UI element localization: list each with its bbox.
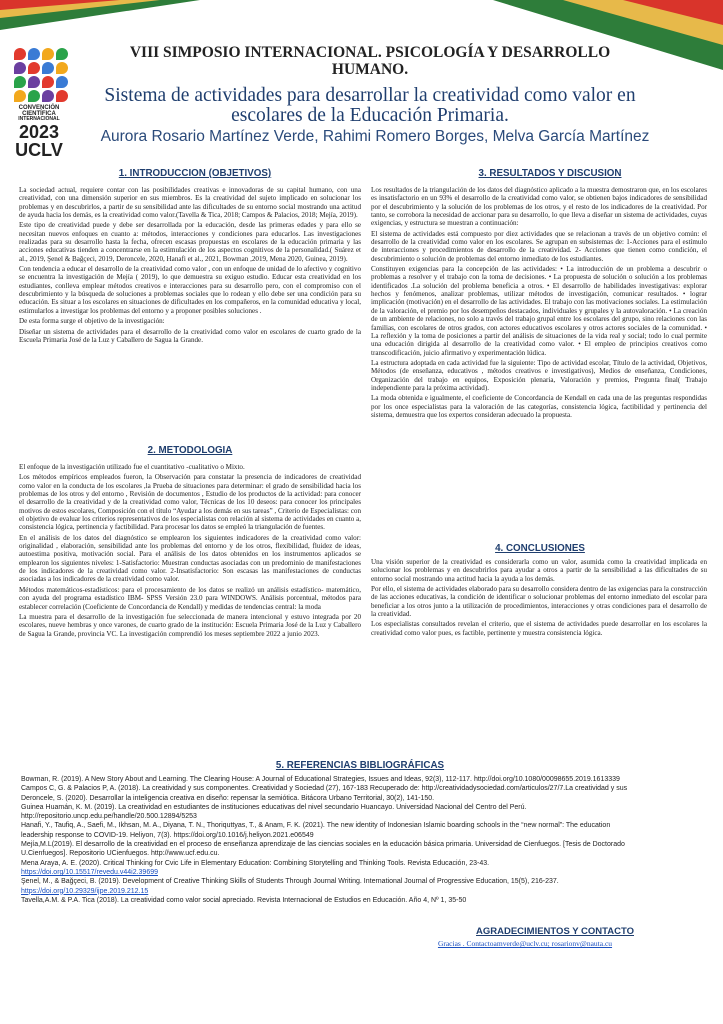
method-paragraph: Los métodos empíricos empleados fueron, la Observación para constatar la presencia de indicadores de creatividad como valor en la conducta de los escolares ,la Prueba de situaciones para determinar: el grado de sensibilidad hacia los problemas de los otros y del entorno , Revisión de documentos , Estudio de los productos de la actividad: para conocer el desarrollo de la creatividad y de la creatividad como valor, Técnicas de los 10 deseos: para conocer los principales motivos de estos escolares, Composición con el título “Ayudar a los demás en sus tareas” , Criterio de Especialistas: con el objetivo de evaluar los criterios representativos de los especialistas con relación al sistema de actividades en cuanto a, consistencia lógica, pertinencia y factibilidad. Para procesar los datos se empleó la triangulación de fuentes. — [19, 473, 361, 532]
logo-year: 2023 — [18, 122, 60, 142]
reference-item: http://repositorio.uncp.edu.pe/handle/20.500.12894/5253 — [21, 813, 197, 821]
section-title-intro: 1. INTRODUCCION (OBJETIVOS) — [118, 168, 272, 179]
intro-paragraph: De esta forma surge el objetivo de la investigación: — [19, 317, 165, 326]
logo-tile — [56, 62, 68, 74]
method-paragraph: En el análisis de los datos del diagnóstico se emplearon los siguientes indicadores de la creatividad como valor: originalidad , elaboración, sensibilidad ante los problemas del entorno y de los otros, flexibilidad, fluidez de ideas, autoestima positiva, motivación social. Para el análisis de los datos obtenidos en los instrumentos aplicados se emplearon los siguientes niveles: 1-Satisfactorio: Muestran conductas asociadas con un predominio de manifestaciones de los indicadores de la creatividad como valor. 2-Insatisfactorio: Son escasas las manifestaciones de conductas asociadas a los indicadores de la creatividad como valor. — [19, 533, 361, 584]
corner-decoration-left — [0, 0, 200, 45]
logo-tile — [56, 90, 68, 102]
reference-item: Mejía,M.L(2019). El desarrollo de la creatividad en el proceso de enseñanza aprendizaje de las ciencias sociales en la educación básica primaria. Universidad de Cienfuegos. [Tesis de Doctorado — [21, 841, 625, 849]
logo-tile — [14, 62, 26, 74]
reference-item: Bowman, R. (2019). A New Story About and Learning. The Clearing House: A Journal of Educational Strategies, Issues and Ideas, 92(3), 112-117. http://doi.org/10.1080/00098655.2019.1613339 — [21, 776, 620, 783]
logo-tile — [42, 62, 54, 74]
logo-tile — [14, 48, 26, 60]
section-method — [19, 463, 361, 640]
logo-tile — [28, 90, 40, 102]
reference-link[interactable]: https://doi.org/10.15517/revedu.v44i2.39699 — [21, 868, 158, 876]
section-title-results: 3. RESULTADOS Y DISCUSION — [478, 168, 622, 179]
section-title-references: 5. REFERENCIAS BIBLIOGRÁFICAS — [275, 760, 445, 771]
results-paragraph: La estructura adoptada en cada actividad fue la siguiente: Tipo de actividad escolar, Título de la actividad, Objetivos, Métodos (de enseñanza, educativos , métodos creativos e investigativos), Medios de enseñanza, Condiciones, Organización del trabajo en equipos, Exposición plenaria, Valoración y premios, Pregunta final( Trabajo independiente para la próxima actividad). — [371, 358, 707, 392]
method-paragraph: Métodos matemáticos-estadísticos: para el procesamiento de los datos se realizó un análisis estadístico- matemático, con ayuda del programa estadístico IBM- SPSS Versión 23.0 para WINDOWS. Análisis porcentual, métodos para establecer correlación (Coeficiente de Concordancia de Kendall) y medidas de tendencias central: la moda — [19, 585, 361, 611]
ack-title: AGRADECIMIENTOS Y CONTACTO — [476, 926, 634, 937]
reference-item: Tavella,A.M. & P.A. Tica (2018). La creatividad como valor social apreciado. Revista Internacional de Estudios en Educación. Año 4, Nº 1, 35-50 — [21, 896, 467, 904]
results-paragraph: Los resultados de la triangulación de los datos del diagnóstico aplicado a la muestra demostraron que, en los escolares es insatisfactorio en un 93% el desarrollo de la creatividad como valor, se obtienen bajos indicadores de sensibilidad por el descubrimiento y la solución de los problemas de los otros, y el resto de los indicadores de la creatividad. Por tanto, se corrobora la necesidad de accionar para su desarrollo, lo que lleva a diseñar un sistema de actividades, cuyas exigencias, y estructura se muestran a continuación: — [371, 186, 707, 228]
logo-tile — [42, 90, 54, 102]
poster-authors: Aurora Rosario Martínez Verde, Rahimi Romero Borges, Melva García Martínez — [100, 128, 650, 145]
logo-org: UCLV — [15, 140, 63, 160]
reference-item: Campos C, G. & Palacios P, A. (2018). La creatividad y sus componentes. Creatividad y Sociedad (27), 167-183 Recuperado de: http://creatividadysociedad.com/articulos/27/7.La creatividad y sus — [21, 785, 628, 793]
section-intro — [19, 186, 361, 346]
results-paragraph: El sistema de actividades está compuesto por diez actividades que se relacionan a través de un objetivo común: el desarrollo de la creatividad como valor en los escolares. Se agrupan en subsistemas de: 1-Acciones para el estímulo de interacciones y procedimientos de desarrollo de la creatividad. 2- Acciones que tienen como condición, el descubrimiento o solución de problemas del entorno inmediato de los estudiantes. — [371, 229, 707, 263]
intro-paragraph: La sociedad actual, requiere contar con las posibilidades creativas e innovadoras de su capital humano, con una creatividad, con una dimensión superior en sus miembros. Es la creatividad del sujeto implicado en solucionar los problemas y en descubrirlos, a partir de su sensibilidad ante las dificultades de su entorno social mostrando una actitud de ayuda hacia los demás, es la creatividad como valor.(Tavella & Tica, 2018; Campos & Palacios, 2018; Mejía, 2019). — [19, 186, 361, 220]
logo-tile — [42, 76, 54, 88]
intro-paragraph: Este tipo de creatividad puede y debe ser desarrollada por la educación, desde las primeras edades y para ello se necesitan nuevos enfoques en cuanto a: métodos, interacciones y condiciones para educarlos. Las investigaciones realizadas para su desarrollo hasta la fecha, ofrecen escasas propuestas en escolares de la educación primaria y las acciones educativas tienden a concentrarse en la estimulación de los aspectos cognitivos de la personalidad.( Suárez et al., 2019, Şenel & Bağçeci, 2019, Deroncele, 2020, Hanafi et al., 2021, Bowman ,2019, Mena 2020, Guinea, 2019). — [19, 221, 361, 263]
logo-tile — [56, 76, 68, 88]
reference-item: Şenel, M., & Bağçeci, B. (2019). Development of Creative Thinking Skills of Students Through Journal Writing. International Journal of Progressive Education, 15(5), 216-237. — [21, 878, 559, 886]
intro-paragraph: Diseñar un sistema de actividades para el desarrollo de la creatividad como valor en escolares de cuarto grado de la Escuela Primaria José de la Luz y Caballero de Sagua la Grande. — [19, 327, 361, 344]
method-paragraph: El enfoque de la investigación utilizado fue el cuantitativo -cualitativo o Mixto. — [19, 463, 245, 471]
convention-logo — [8, 48, 70, 159]
conclusions-paragraph: Una visión superior de la creatividad es considerarla como un valor, asumida como la creatividad implicada en solucionar los problemas y en descubrirlos para ayudar a otros a partir de la sensibilidad a las dificultades de su entorno social mostrando una actitud hacia la ayuda a los demás. — [371, 558, 707, 583]
reference-item: U.Cienfuegos]. Repositorio UCienfuegos. http://www.ucf.edu.cu. — [21, 850, 220, 858]
reference-item: Deroncele, S. (2020). Desarrollar la inteligencia creativa en diseño: repensar la semiótica. Bitácora Urbano Territorial, 30(2), 141-150. — [21, 794, 435, 802]
reference-item: Guinea Huamán, K. M. (2019). La creatividad en estudiantes de instituciones educativas del nivel secundario Huancayo. Universidad Nacional del Centro del Perú. — [21, 803, 527, 811]
logo-tile — [28, 48, 40, 60]
section-conclusions — [371, 558, 707, 639]
logo-tile — [14, 90, 26, 102]
method-paragraph: La muestra para el desarrollo de la investigación fue seleccionada de manera intencional y estuvo integrada por 20 escolares, nueve hembras y once varones, de cuarto grado de la institución: Escuela Primaria José de la Luz y Caballero de Sagua la Grande, provincia VC. La investigación comprendió los meses septiembre 2022 a junio 2023. — [19, 612, 361, 638]
logo-tile — [14, 76, 26, 88]
logo-tile — [56, 48, 68, 60]
reference-item: Mena Araya, A. E. (2020). Critical Thinking for Cvic Life in Elementary Education: Combining Storytelling and Thinking Tools. Revista Educación, 23-43. — [21, 859, 490, 867]
results-paragraph: La moda obtenida e igualmente, el coeficiente de Concordancia de Kendall en cada una de las preguntas respondidas por los once especialistas para la valoración de las categorías, consistencia lógica, factibilidad y pertinencia del sistema, demuestra que los expertos consideran adecuado la propuesta. — [371, 394, 707, 419]
logo-mark-icon — [14, 48, 70, 102]
logo-tile — [42, 48, 54, 60]
logo-line-1: CONVENCIÓN — [18, 105, 60, 111]
results-paragraph: Constituyen exigencias para la concepción de las actividades: • La introducción de un problema a descubrir o problemas a resolver y el trabajo con la toma de decisiones. • La propuesta de solución o solución a los problemas identificados .La solución del problema beneficia a otros. • El desarrollo de habilidades investigativas: explorar hechos y fenómenos, analizar problemas, utilizar métodos de investigación, comunicar resultados. • lograr implicación (motivación) en el desarrollo de las actividades. El trabajo con las motivaciones sociales. La estimulación de la valoración, el premio por los desempeños destacados, individuales y grupales y la autovaloración. • La creación de un ambiente de relaciones, no solo a través del trabajo grupal entre los escolares del grupo, sino relaciones con las familias, con escolares de otros grados, con actores educativos escolares y otros actores sociales de la comunidad. • La reflexión y la toma de posiciones a partir del análisis de situaciones de la vida real y social; todo lo cual permite una educación dirigida al desarrollo de la creatividad como valor. • El empleo de principios creativos como transcodificación, juicio afirmativo y experimentación lúdica. — [371, 265, 707, 357]
poster-title: Sistema de actividades para desarrollar la creatividad como valor en escolares de la Educación Primaria. — [104, 85, 636, 126]
conclusions-paragraph: Los especialistas consultados revelan el criterio, que el sistema de actividades puede desarrollar en los escolares la creatividad como valor pues, es factible, pertinente y muestra consistencia lógica. — [371, 620, 707, 637]
section-title-conclusions: 4. CONCLUSIONES — [495, 543, 585, 554]
logo-line-2: CIENTÍFICA — [22, 111, 56, 117]
logo-line-3: INTERNACIONAL — [18, 116, 60, 122]
reference-item: leadership response to COVID-19. Heliyon, 7(3). https://doi.org/10.1016/j.heliyon.2021.e06549 — [21, 831, 314, 839]
logo-tile — [28, 76, 40, 88]
section-title-method: 2. METODOLOGIA — [147, 445, 233, 456]
references-list — [21, 775, 705, 905]
conclusions-paragraph: Por ello, el sistema de actividades elaborado para su desarrollo considera dentro de las exigencias para la construcción de las acciones educativas, la condición de identificar o solucionar problemas del entorno inmediato del escolar para beneficiar a los otros junto a la utilización de procedimientos, interacciones y otras condiciones para el desarrollo de la creatividad. — [371, 585, 707, 619]
intro-paragraph: Con tendencia a educar el desarrollo de la creatividad como valor , con un enfoque de unidad de lo afectivo y cognitivo se encuentra la investigación de Mejía ( 2019), lo que demuestra su exiguo estudio. Educar esta creatividad en los estudiantes, conlleva emplear métodos creativos e interacciones para su desarrollo pero, con el compromiso con el descubrimiento y la búsqueda de soluciones a problemas sociales que lo rodean y ello debe ser una condición para su educación. Es situar a los escolares en situaciones de dificultades en los compañeros, en la comunidad educativa y local, estimularlos a investigar los problemas del entorno y a proponer posibles soluciones . — [19, 265, 361, 315]
section-results — [371, 186, 707, 421]
reference-link[interactable]: https://doi.org/10.29329/ijpe.2019.212.15 — [21, 887, 149, 895]
reference-item: Hanafi, Y., Taufiq, A., Saefi, M., Ikhsan, M. A., Diyana, T. N., Thoriquttyas, T., & Anam, F. K. (2021). The new identity of Indonesian Islamic boarding schools in the “new normal”: The education — [21, 822, 611, 830]
logo-tile — [28, 62, 40, 74]
event-title: VIII SIMPOSIO INTERNACIONAL. PSICOLOGÍA Y DESARROLLO HUMANO. — [129, 44, 611, 78]
contact-email-link[interactable]: Gracias . Contactoamverde@uclv.cu; rosarionv@nauta.cu — [437, 939, 613, 948]
